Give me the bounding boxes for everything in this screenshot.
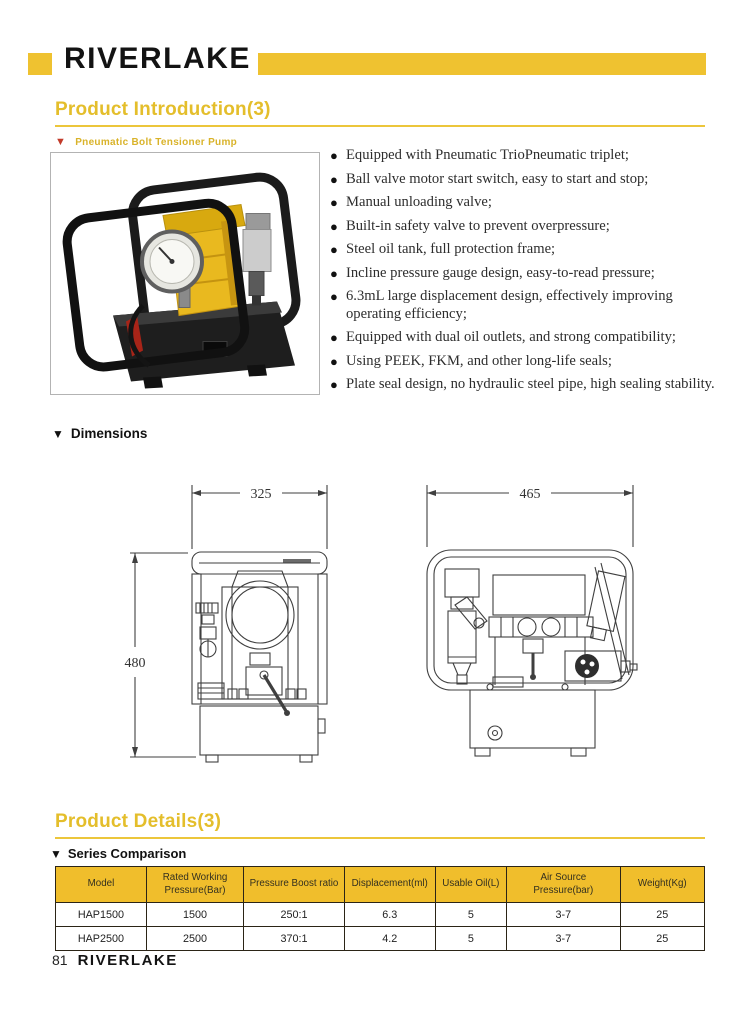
feature-item: ● Incline pressure gauge design, easy-to-read pressure;	[330, 264, 655, 281]
brand-accent-bar	[258, 53, 706, 75]
feature-list	[330, 147, 722, 400]
cell-weight: 25	[620, 903, 704, 927]
series-comparison-label: Series Comparison	[67, 846, 187, 861]
series-comparison-heading	[50, 846, 186, 861]
series-comparison-table	[55, 866, 705, 951]
front-height-dim: 480	[124, 656, 146, 671]
cell-displacement: 4.2	[344, 927, 435, 951]
bullet-icon: ●	[330, 171, 338, 187]
cell-rated-pressure: 1500	[146, 903, 243, 927]
page-footer	[52, 952, 178, 969]
black-triangle-icon: ▼	[50, 847, 62, 861]
col-header-displacement: Displacement(ml)	[344, 867, 435, 903]
cell-usable-oil: 5	[435, 927, 506, 951]
black-triangle-icon: ▼	[52, 427, 64, 441]
dimensions-heading-label: Dimensions	[70, 426, 148, 441]
product-label	[55, 136, 237, 148]
page-number: 81	[52, 952, 68, 968]
cell-air-pressure: 3-7	[507, 927, 621, 951]
col-header-air-pressure: Air Source Pressure(bar)	[507, 867, 621, 903]
bullet-icon: ●	[330, 377, 338, 393]
pump-photo-drawing	[51, 153, 319, 394]
brand-logo: RIVERLAKE	[64, 42, 251, 75]
cell-rated-pressure: 2500	[146, 927, 243, 951]
cell-model: HAP1500	[56, 903, 147, 927]
brand-accent-block	[28, 53, 52, 75]
feature-item: ● Equipped with dual oil outlets, and strong compatibility;	[330, 329, 676, 346]
cell-usable-oil: 5	[435, 903, 506, 927]
bullet-icon: ●	[330, 195, 338, 211]
table-row	[56, 903, 705, 927]
front-width-dim: 325	[250, 487, 272, 502]
feature-item: ● 6.3mL large displacement design, effectively improving operating efficiency;	[330, 288, 673, 322]
col-header-model: Model	[56, 867, 147, 903]
red-triangle-icon: ▼	[55, 136, 67, 148]
col-header-boost-ratio: Pressure Boost ratio	[244, 867, 345, 903]
bullet-icon: ●	[330, 330, 338, 346]
side-view-drawing	[415, 475, 650, 775]
feature-item: ● Using PEEK, FKM, and other long-life seals;	[330, 352, 612, 369]
cell-boost-ratio: 370:1	[244, 927, 345, 951]
bullet-icon: ●	[330, 242, 338, 258]
front-view-drawing	[100, 475, 350, 775]
cell-air-pressure: 3-7	[507, 903, 621, 927]
side-width-dim: 465	[519, 487, 541, 502]
cell-boost-ratio: 250:1	[244, 903, 345, 927]
col-header-weight: Weight(Kg)	[620, 867, 704, 903]
feature-item: ● Ball valve motor start switch, easy to start and stop;	[330, 170, 649, 187]
feature-item: ● Equipped with Pneumatic TrioPneumatic triplet;	[330, 147, 629, 163]
col-header-usable-oil: Usable Oil(L)	[435, 867, 506, 903]
feature-item: ● Built-in safety valve to prevent overpressure;	[330, 217, 610, 234]
bullet-icon: ●	[330, 353, 338, 369]
col-header-rated-pressure: Rated Working Pressure(Bar)	[146, 867, 243, 903]
table-header-row	[56, 867, 705, 903]
table-row	[56, 927, 705, 951]
cell-model: HAP2500	[56, 927, 147, 951]
feature-item: ● Steel oil tank, full protection frame;	[330, 241, 556, 258]
cell-displacement: 6.3	[344, 903, 435, 927]
bullet-icon: ●	[330, 148, 338, 163]
product-photo	[50, 152, 320, 395]
section-title-introduction: Product Introduction(3)	[55, 99, 271, 120]
section-title-details: Product Details(3)	[55, 811, 222, 832]
air-filter	[243, 214, 271, 306]
product-label-text: Pneumatic Bolt Tensioner Pump	[75, 137, 238, 148]
section-rule	[55, 125, 705, 127]
section-rule	[55, 837, 705, 839]
cell-weight: 25	[620, 927, 704, 951]
feature-item: ● Manual unloading valve;	[330, 194, 492, 211]
bullet-icon: ●	[330, 265, 338, 281]
bullet-icon: ●	[330, 218, 338, 234]
bullet-icon: ●	[330, 289, 338, 305]
feature-item: ● Plate seal design, no hydraulic steel pipe, high sealing stability.	[330, 376, 715, 393]
dimensions-heading	[52, 426, 147, 441]
footer-brand: RIVERLAKE	[77, 952, 178, 969]
